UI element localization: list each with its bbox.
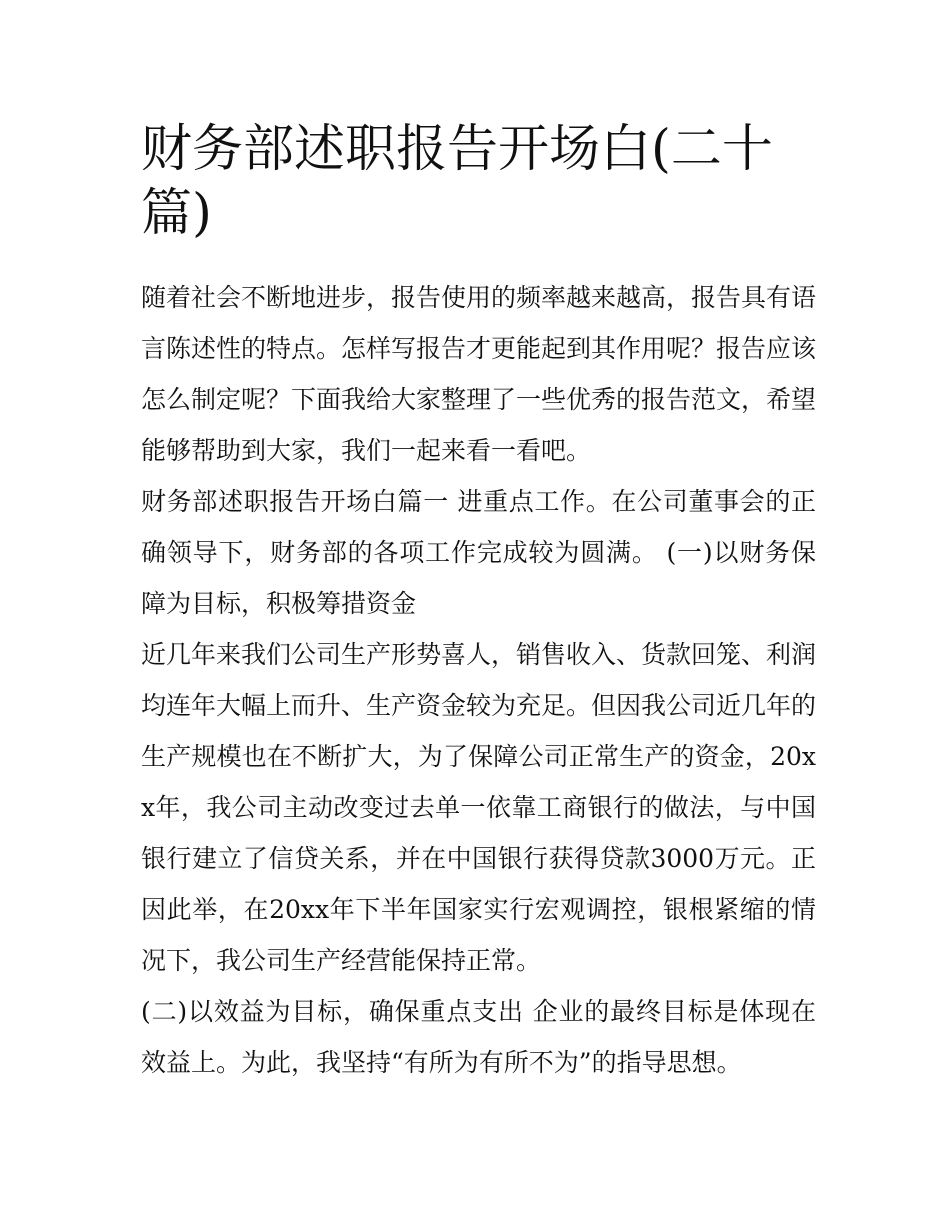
document-body: [141, 272, 816, 1088]
section-one-paragraph: 财务部述职报告开场白篇一 进重点工作。在公司董事会的正确领导下，财务部的各项工作完成较为圆满。 (一)以财务保障为目标，积极筹措资金: [141, 487, 816, 618]
intro-paragraph: 随着社会不断地进步，报告使用的频率越来越高，报告具有语言陈述性的特点。怎样写报告才更能起到其作用呢？报告应该怎么制定呢？下面我给大家整理了一些优秀的报告范文，希望能够帮助到大家，我们一起来看一看吧。: [141, 283, 817, 465]
efficiency-paragraph: (二)以效益为目标，确保重点支出 企业的最终目标是体现在效益上。为此，我坚持“有所为有所不为”的指导思想。: [141, 997, 816, 1077]
document-content: [141, 118, 816, 1088]
funding-paragraph: 近几年来我们公司生产形势喜人，销售收入、货款回笼、利润均连年大幅上而升、生产资金较为充足。但因我公司近几年的生产规模也在不断扩大，为了保障公司正常生产的资金，20xx年，我公司主动改变过去单一依靠工商银行的做法，与中国银行建立了信贷关系，并在中国银行获得贷款3000万元。正因此举，在20xx年下半年国家实行宏观调控，银根紧缩的情况下，我公司生产经营能保持正常。: [141, 640, 817, 975]
document-title: 财务部述职报告开场白(二十篇): [141, 120, 773, 243]
